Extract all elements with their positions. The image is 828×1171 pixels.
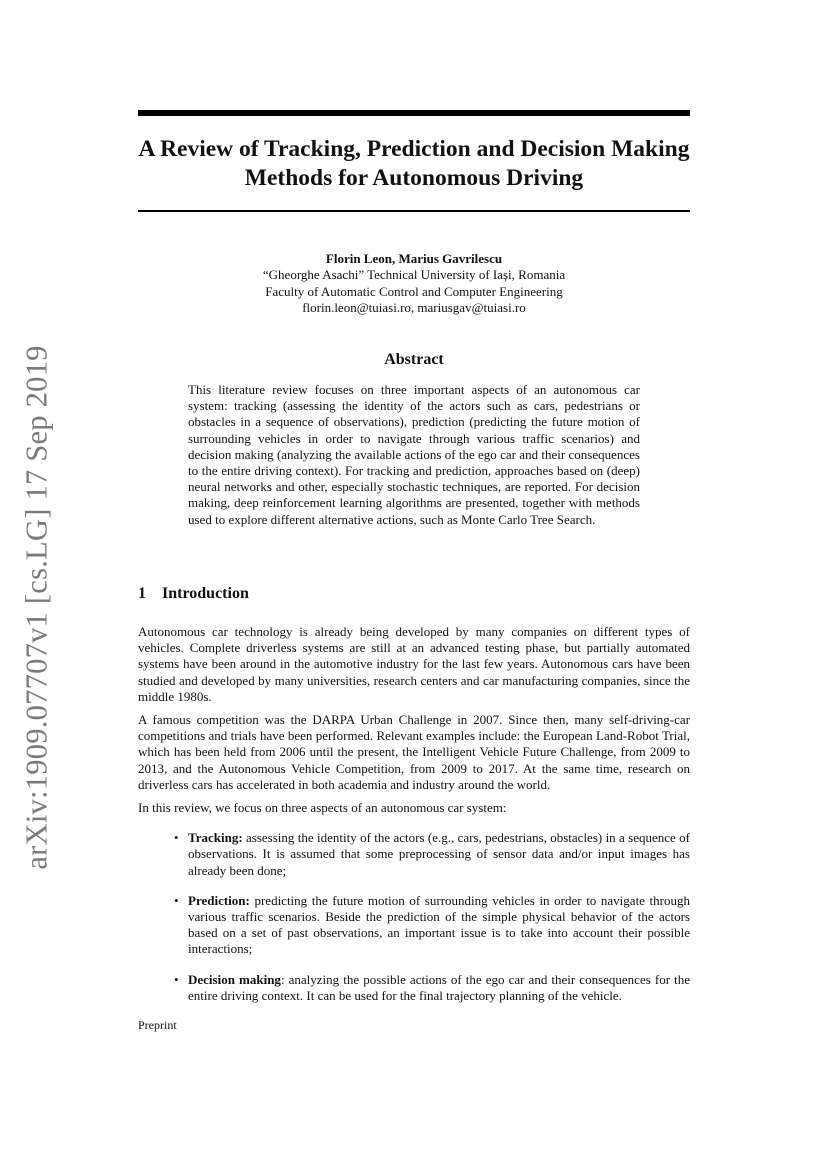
author-affiliation-faculty: Faculty of Automatic Control and Computer Engineering xyxy=(265,283,563,299)
intro-paragraph: In this review, we focus on three aspects of an autonomous car system: xyxy=(138,800,507,816)
list-item-term: Decision making xyxy=(188,971,281,987)
list-item-term: Tracking: xyxy=(188,830,243,846)
list-item-term: Prediction: xyxy=(188,892,250,908)
bullet-icon: • xyxy=(174,892,179,908)
author-names: Florin Leon, Marius Gavrilescu xyxy=(325,251,503,266)
arxiv-side-stamp xyxy=(8,344,66,870)
author-affiliation-university: “Gheorghe Asachi” Technical University of Iași, Romania xyxy=(262,267,566,283)
arxiv-identifier: arXiv:1909.07707v1 [cs.LG] 17 Sep 2019 xyxy=(19,344,54,870)
list-item-text: predicting the future motion of surrounding vehicles in order to navigate through various traffic scenarios. Beside the prediction of the simple physical behavior of the actors based on a set of past observations, an important issue is to take into account their possible interactions; xyxy=(188,892,690,957)
section-number: 1 xyxy=(138,585,146,602)
list-item-text: : analyzing the possible actions of the ego car and their consequences for the entire driving context. It can be used for the final trajectory planning of the vehicle. xyxy=(188,971,690,1003)
bullet-icon: • xyxy=(174,830,179,846)
title-rule-top xyxy=(138,110,690,116)
aspects-list xyxy=(138,830,690,1004)
intro-paragraph: A famous competition was the DARPA Urban Challenge in 2007. Since then, many self-driving-car competitions and trials have been performed. Relevant examples include: the European Land-Robot Trial, which has been held from 2006 until the present, the Intelligent Vehicle Future Challenge, from 2009 to 2013, and the Autonomous Vehicle Competition, from 2009 to 2017. At the same time, research on driverless cars has accelerated in both academia and industry around the world. xyxy=(138,712,690,792)
section-heading-text: Introduction xyxy=(162,585,249,602)
abstract-heading: Abstract xyxy=(384,351,444,368)
bullet-icon: • xyxy=(174,971,179,987)
paper-title: A Review of Tracking, Prediction and Decision Making Methods for Autonomous Driving xyxy=(138,136,690,191)
title-rule-bottom xyxy=(138,210,690,212)
list-item-decision-making xyxy=(174,971,690,1004)
list-item-text: assessing the identity of the actors (e.g., cars, pedestrians, obstacles) in a sequence of observations. It is assumed that some preprocessing of sensor data and/or input images has already been done; xyxy=(188,830,691,878)
preprint-footer: Preprint xyxy=(138,1018,177,1032)
abstract-text: This literature review focuses on three important aspects of an autonomous car system: tracking (assessing the identity of the actors such as cars, pedestrians or obstacles in a sequence of observations), prediction (predicting the future motion of surrounding vehicles in order to navigate through various traffic scenarios) and decision making (analyzing the available actions of the ego car and their consequences to the entire driving context). For tracking and prediction, approaches based on (deep) neural networks and other, especially stochastic techniques, are reported. For decision making, deep reinforcement learning algorithms are presented, together with methods used to explore different alternative actions, such as Monte Carlo Tree Search. xyxy=(188,382,640,527)
author-block xyxy=(138,251,690,317)
list-item-prediction xyxy=(174,892,690,958)
author-emails: florin.leon@tuiasi.ro, mariusgav@tuiasi.ro xyxy=(302,300,526,316)
list-item-tracking xyxy=(174,830,691,879)
intro-paragraph: Autonomous car technology is already being developed by many companies on different types of vehicles. Complete driverless systems are still at an advanced testing phase, but partially automated systems have been around in the automotive industry for the last few years. Autonomous cars have been studied and developed by many universities, research centers and car manufacturing companies, since the middle 1980s. xyxy=(138,624,690,704)
section-heading-introduction xyxy=(138,584,690,604)
introduction-body xyxy=(138,624,690,1018)
